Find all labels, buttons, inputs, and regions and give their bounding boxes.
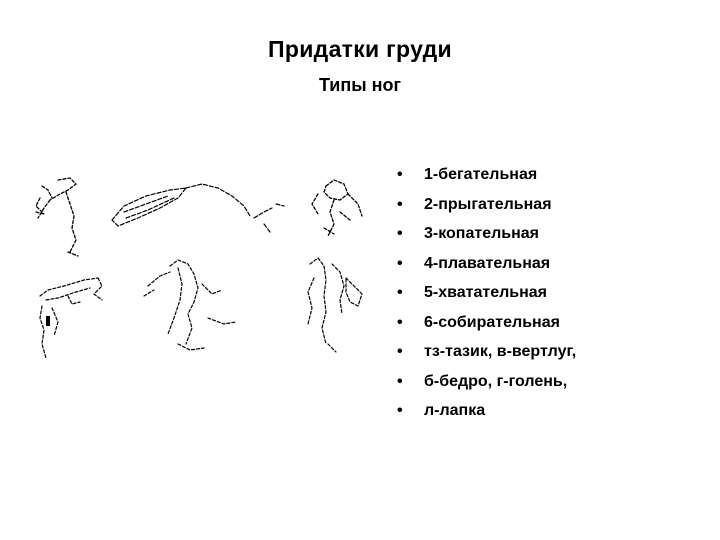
grasping-leg-drawing [144,260,236,350]
list-item-label: 4-плавательная [424,254,551,272]
list-item [394,249,704,279]
bullet-icon: • [397,225,403,242]
list-item [394,219,704,249]
bullet-icon: • [397,402,403,419]
swimming-leg-dark-mark [46,316,50,326]
list-item [394,190,704,220]
list-item-label: 1-бегательная [424,166,538,183]
insect-legs-figure [28,168,380,373]
list-item [394,160,704,190]
bullet-icon: • [397,166,403,183]
list-item [394,308,704,338]
list-item-label: 5-хватательная [424,284,548,301]
collecting-leg-drawing [308,258,362,352]
bullet-icon: • [397,195,403,213]
list-item-label: тз-тазик, в-вертлуг, [424,343,577,360]
bullet-icon: • [397,284,403,301]
list-item [394,367,704,397]
legend-list [394,160,704,426]
list-item [394,278,704,308]
bullet-icon: • [397,372,403,390]
list-item-label: б-бедро, г-голень, [424,372,568,390]
slide-subtitle: Типы ног [319,75,401,95]
list-item [394,337,704,367]
bullet-icon: • [397,313,403,331]
running-leg-drawing [36,178,78,256]
list-item-label: 2-прыгательная [424,195,552,213]
bullet-icon: • [397,254,403,272]
digging-leg-drawing [312,180,362,236]
slide-title: Придатки груди [268,36,452,62]
bullet-icon: • [397,343,403,360]
list-item [394,396,704,426]
jumping-leg-drawing [112,184,284,232]
list-item-label: 3-копательная [424,225,539,242]
list-item-label: 6-собирательная [424,313,560,331]
list-item-label: л-лапка [424,402,486,419]
